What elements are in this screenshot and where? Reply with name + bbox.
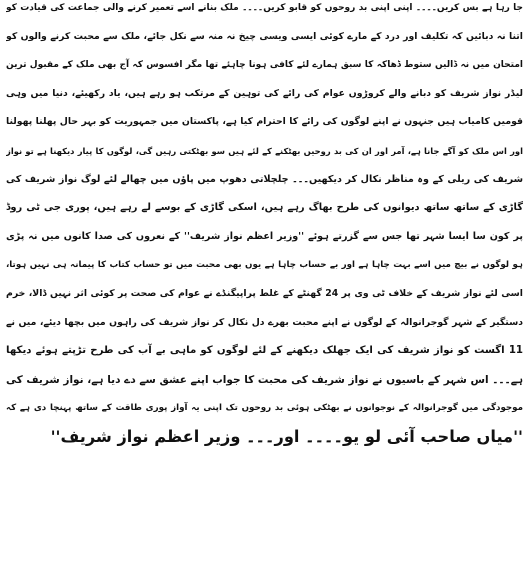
text-line: قومیں کامیاب ہیں جنہوں نے اپنے لوگوں کی رائے کا احترام کیا ہے، پاکستان میں جمہوریت کو بہر حال پھلنا پھولنا [6,116,523,128]
text-line: لیڈر نواز شریف کو دبانے والے کروڑوں عوام کی رائے کی توہین کے مرتکب ہو رہے ہیں، یاد رکھیئے، دنیا میں وہی [6,87,523,99]
text-line: امتحان میں نہ ڈالیں ستوط ڈھاکہ کا سبق ہمارے لئے کافی ہونا چاہئے تھا مگر افسوس کہ آج بھی ملک کے مقبول ترین [6,60,523,71]
text-line: 11 اگست کو نواز شریف کی ایک جھلک دیکھنے کے لئے لوگوں کو ماہی بے آب کی طرح تڑپتے ہوئے دیکھا [6,345,523,357]
closing-slogan: ''میاں صاحب آئی لو یو۔۔۔۔ اور۔۔۔ وزیر اعظم نواز شریف'' [50,426,523,446]
text-line: شریف کی ریلی کے وہ مناظر نکال کر دیکھیں۔۔۔ چلچلاتی دھوپ میں پاؤں میں چھالے لئے لوگ نواز شریف کی [6,173,523,185]
text-line: پر کون سا ایسا شہر تھا جس سے گزرتے ہوئے ''وزیر اعظم نواز شریف'' کے نعروں کی صدا کانوں میں نہ پڑی [6,230,523,242]
text-line: موجودگی میں گوجرانوالہ کے نوجوانوں نے بھٹکی ہوئی بد روحوں تک اپنی یہ آواز پوری طاقت کے ساتھ پہنچا دی ہے کہ [6,403,523,414]
article-body [6,0,523,452]
text-line: جا رہا ہے بس کریں۔۔۔۔ اپنی اپنی بد روحوں کو قابو کریں۔۔۔۔ ملک بنانے اسے تعمیر کرنے والی جماعت کی قیادت کو [6,3,523,13]
text-line: ہو لوگوں نے بیچ میں اسے بہت چاہا ہے اور بے حساب چاہا ہے یوں بھی محبت میں تو حساب کتاب کا پیمانہ ہی نہیں ہوتا، [6,260,523,271]
text-line: ہے۔۔۔ اس شہر کے باسیوں نے نواز شریف کی محبت کا جواب اپنے عشق سے دے دیا ہے، نواز شریف کی [6,373,523,386]
text-line: گاڑی کے ساتھ ساتھ دیوانوں کی طرح بھاگ رہے ہیں، اسکی گاڑی کے بوسے لے رہے ہیں، پوری جی ٹی روڈ [6,202,523,214]
text-line: اسی لئے نواز شریف کے خلاف ٹی وی پر 24 گھنٹے کے غلط پراپیگنڈے نے عوام کی صحت پر کوئی اثر نہیں ڈالا، خرم [6,287,523,299]
text-line: دستگیر کے شہر گوجرانوالہ کے لوگوں نے اپنے محبت بھرے دل نکال کر نواز شریف کی راہوں میں بچھا دیئے، میں نے [6,316,523,328]
text-line: اور اس ملک کو آگے جانا ہے، آمر اور ان کی بد روحیں بھٹکنے کے لئے ہیں سو بھٹکتی رہیں گی، لوگوں کا پیار دیکھنا ہے تو نواز [6,145,523,156]
text-line: اتنا نہ دبائیں کہ تکلیف اور درد کے مارے کوئی ایسی ویسی چیخ نہ منہ سے نکل جائے، ملک سے محبت کرنے والوں کو [6,30,523,42]
